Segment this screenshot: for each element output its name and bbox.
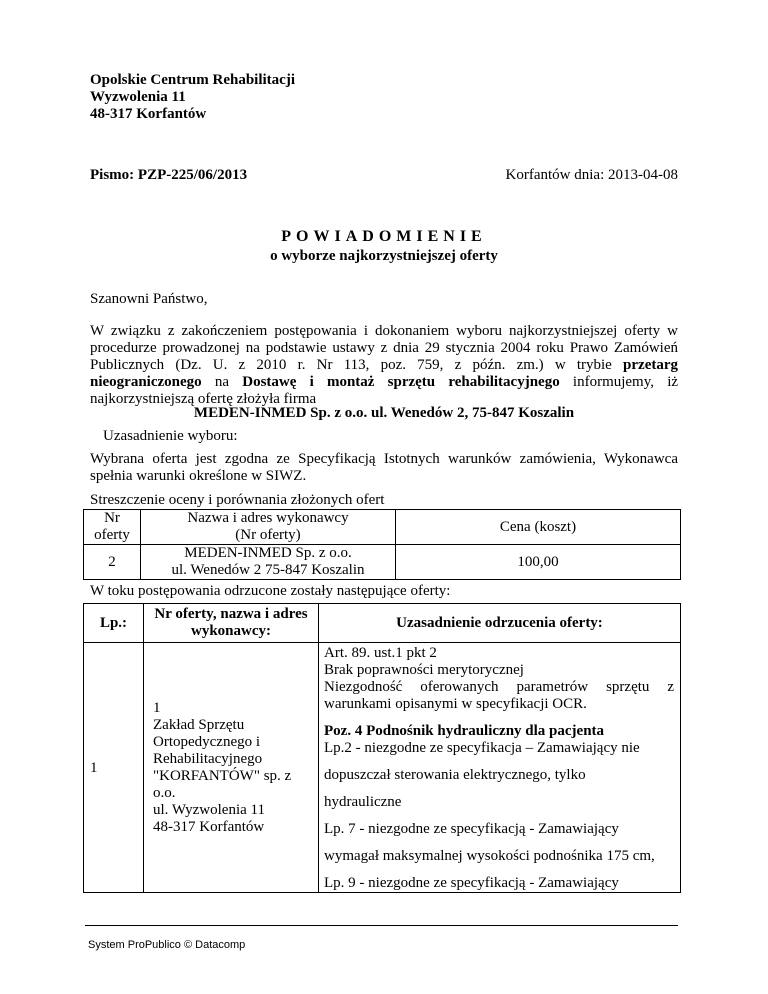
rejected-label: W toku postępowania odrzucone zostały następujące oferty:: [90, 583, 451, 599]
sender-name: Opolskie Centrum Rehabilitacji: [90, 72, 295, 88]
rejected-offer: 1 Zakład Sprzętu Ortopedycznego i Rehabilitacyjnego "KORFANTÓW" sp. z o.o. ul. Wyzwolenia 11 48-317 Korfantów: [144, 643, 319, 893]
rejected-col-offer: Nr oferty, nazwa i adres wykonawcy:: [144, 604, 319, 643]
offer-nr: 2: [84, 545, 141, 580]
offers-col-price: Cena (koszt): [396, 510, 681, 545]
intro-line-4-rest: informujemy, iż: [572, 374, 679, 390]
offer-price: 100,00: [396, 545, 681, 580]
sender-address: [90, 72, 295, 123]
rejected-col-reason: Uzasadnienie odrzucenia oferty:: [319, 604, 681, 643]
rejected-offers-table: [83, 603, 681, 893]
offers-col-name: Nazwa i adres wykonawcy (Nr oferty): [141, 510, 396, 545]
sender-street: Wyzwolenia 11: [90, 89, 186, 105]
procurement-subject: Dostawę i montaż sprzętu rehabilitacyjnego: [242, 374, 560, 390]
footer-text: System ProPublico © Datacomp: [88, 939, 246, 951]
summary-label: Streszczenie oceny i porównania złożonych ofert: [90, 492, 385, 508]
intro-line-1: W związku z zakończeniem postępowania i dokonaniem wyboru najkorzystniejszej oferty w: [90, 323, 678, 339]
offer-company: MEDEN-INMED Sp. z o.o. ul. Wenedów 2 75-847 Koszalin: [141, 545, 396, 580]
document-subtitle: o wyborze najkorzystniejszej oferty: [270, 248, 498, 264]
intro-line-5: najkorzystniejszą ofertę złożyła firma: [90, 391, 317, 407]
winning-company: MEDEN-INMED Sp. z o.o. ul. Wenedów 2, 75-847 Koszalin: [193, 405, 575, 421]
justification-line-1: Wybrana oferta jest zgodna ze Specyfikacją Istotnych warunków zamówienia, Wykonawca: [90, 451, 678, 467]
procedure-mode-2: nieograniczonego: [90, 374, 202, 390]
intro-line-2: procedurze prowadzonej na podstawie ustawy z dnia 29 stycznia 2004 roku Prawo Zamówień: [90, 340, 678, 356]
intro-word-on: na: [214, 374, 230, 390]
procedure-mode-1: przetarg: [623, 357, 679, 373]
intro-paragraph: [90, 323, 678, 408]
offers-table: [83, 509, 681, 580]
greeting: Szanowni Państwo,: [90, 291, 208, 307]
rejected-lp: 1: [84, 643, 144, 893]
table-row: [84, 643, 681, 893]
justification-text: [90, 451, 678, 485]
footer-divider: [85, 925, 678, 926]
position-heading: Poz. 4 Podnośnik hydrauliczny dla pacjenta: [324, 723, 605, 739]
intro-line-3: [90, 357, 678, 374]
rejected-col-lp: Lp.:: [84, 604, 144, 643]
document-title: POWIADOMIENIE: [281, 228, 487, 245]
offers-col-nr: Nr oferty: [84, 510, 141, 545]
sender-city: 48-317 Korfantów: [90, 106, 207, 122]
letter-date: Korfantów dnia: 2013-04-08: [505, 167, 678, 183]
letter-reference: Pismo: PZP-225/06/2013: [90, 167, 248, 183]
table-row: [84, 545, 681, 580]
intro-line-4: [90, 374, 678, 391]
rejected-table-header: [84, 604, 681, 643]
intro-line-3-text: Publicznych (Dz. U. z 2010 r. Nr 113, poz. 759, z późn. zm.) w trybie: [90, 357, 612, 373]
rejected-reason: Art. 89. ust.1 pkt 2 Brak poprawności merytorycznej Niezgodność oferowanych parametrów sprzętu z warunkami opisanymi w specyfikacji OCR. Poz. 4 Podnośnik hydrauliczny dla pacjenta Lp.2 - niezgodne ze specyfikacja – Zamawiający nie dopuszczał sterowania elektrycznego, tylko hydrauliczne Lp. 7 - niezgodne ze specyfikacją - Zamawiający wymagał maksymalnej wysokości podnośnika 175 cm, Lp. 9 - niezgodne ze specyfikacją - Zamawiający: [319, 643, 681, 893]
offers-table-header: [84, 510, 681, 545]
justification-line-2: spełnia warunki określone w SIWZ.: [90, 468, 307, 484]
justification-label: Uzasadnienie wyboru:: [103, 428, 238, 444]
